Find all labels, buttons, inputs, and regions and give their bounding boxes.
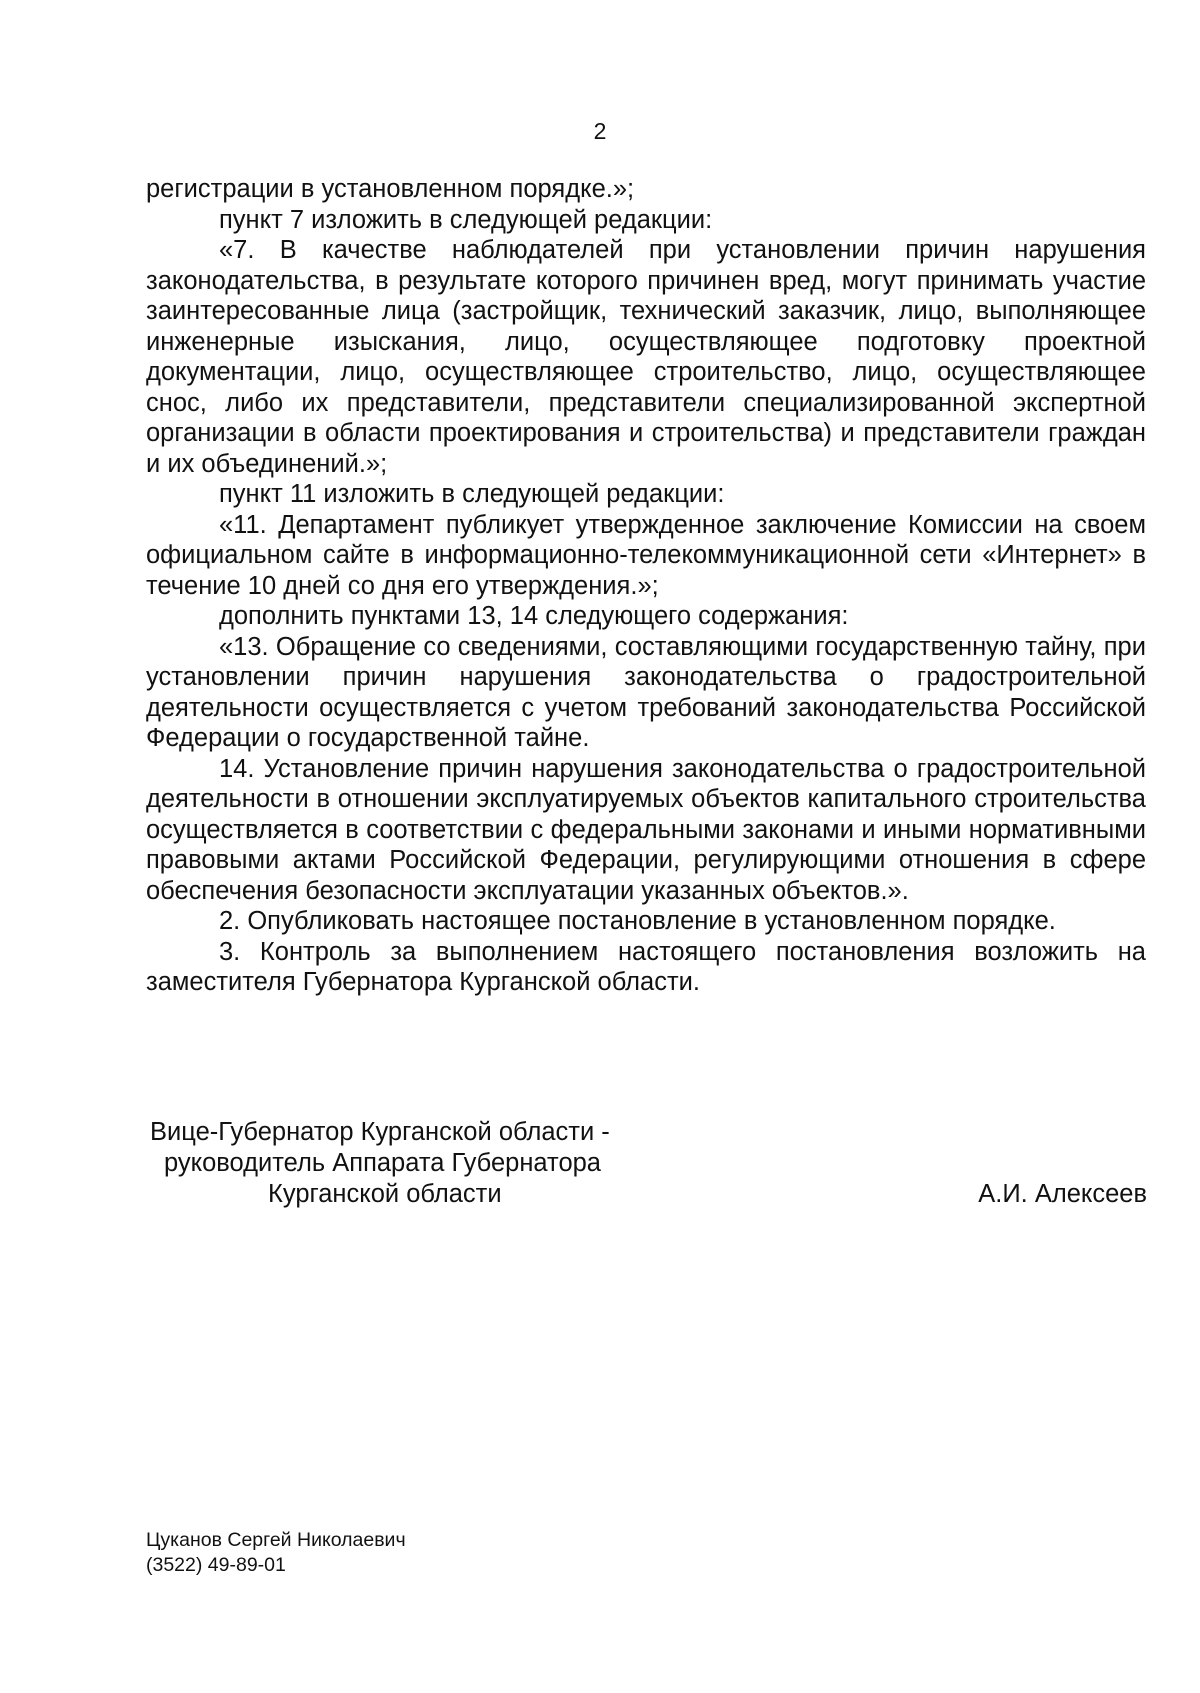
signatory-position-line: Курганской области [268,1180,502,1208]
page-number: 2 [593,118,607,144]
paragraph: 2. Опубликовать настоящее постановление в установленном порядке. [219,907,1056,935]
paragraph: регистрации в установленном порядке.»; [146,175,635,203]
paragraph: «13. Обращение со сведениями, составляющими государственную тайну, при установлении причин нарушения законодательства о градостроительной деятельности осуществляется с учетом требований законодательства Российской Федерации о государственной тайне. [146,632,1146,752]
executor-phone: (3522) 49-89-01 [146,1554,286,1576]
paragraph: 14. Установление причин нарушения законодательства о градостроительной деятельности в отношении эксплуатируемых объектов капитального строительства осуществляется в соответствии с федеральными законами и иными нормативными правовыми актами Российской Федерации, регулирующими отношения в сфере обеспечения безопасности эксплуатации указанных объектов.». [146,754,1146,905]
paragraph: «7. В качестве наблюдателей при установлении причин нарушения законодательства, в результате которого причинен вред, могут принимать участие заинтересованные лица (застройщик, технический заказчик, лицо, выполняющее инженерные изыскания, лицо, осуществляющее подготовку проектной документации, лицо, осуществляющее строительство, лицо, осуществляющее снос, либо их представители, представители специализированной экспертной организации в области проектирования и строительства) и представители граждан и их объединений.»; [146,236,1146,478]
paragraph: пункт 7 изложить в следующей редакции: [219,205,713,234]
signatory-position [150,1117,630,1210]
paragraph: дополнить пунктами 13, 14 следующего содержания: [219,602,849,630]
paragraph: пункт 11 изложить в следующей редакции: [219,480,725,508]
paragraph: 3. Контроль за выполнением настоящего постановления возложить на заместителя Губернатора Курганской области. [146,937,1146,996]
signatory-position-line: Вице-Губернатор Курганской области - [150,1118,610,1146]
document-body [146,174,1146,998]
executor-block [146,1528,406,1578]
signatory-position-line: руководитель Аппарата Губернатора [164,1149,601,1177]
executor-name: Цуканов Сергей Николаевич [146,1529,406,1551]
signatory-name: А.И. Алексеев [978,1180,1147,1208]
paragraph: «11. Департамент публикует утвержденное заключение Комиссии на своем официальном сайте в информационно-телекоммуникационной сети «Интернет» в течение 10 дней со дня его утверждения.»; [146,510,1146,600]
